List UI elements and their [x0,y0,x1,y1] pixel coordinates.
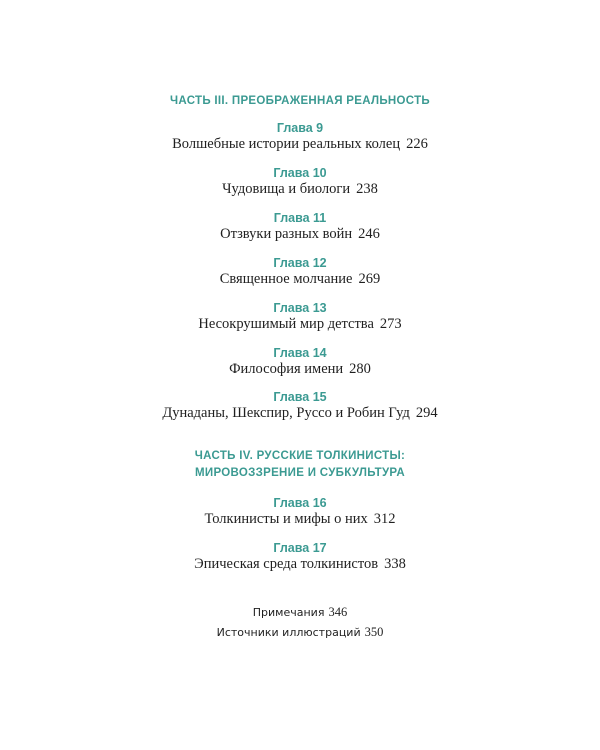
illustration-sources-page: 350 [364,625,384,639]
illustration-sources-entry[interactable] [0,625,600,640]
chapter-10-title: Чудовища и биологи [222,181,351,197]
chapter-16-title: Толкинисты и мифы о них [204,511,368,527]
chapter-11-entry[interactable] [0,226,600,243]
chapter-17-entry[interactable] [0,556,600,573]
chapter-17-page: 338 [384,556,406,572]
chapter-15-entry[interactable] [0,405,600,422]
part-4-title-line-1: ЧАСТЬ IV. РУССКИЕ ТОЛКИНИСТЫ: [194,450,406,462]
notes-label: Примечания [252,606,325,619]
chapter-14-page: 280 [349,361,371,377]
chapter-17-label: Глава 17 [273,541,327,555]
chapter-15-title: Дунаданы, Шекспир, Руссо и Робин Гуд [162,405,410,421]
chapter-17-title: Эпическая среда толкинистов [194,556,379,572]
chapter-13-entry[interactable] [0,316,600,333]
chapter-12-title: Священное молчание [219,271,353,287]
chapter-14-title: Философия имени [229,361,344,377]
chapter-10-page: 238 [356,181,378,197]
chapter-16-entry[interactable] [0,511,600,528]
chapter-9-page: 226 [406,136,428,152]
chapter-10-label: Глава 10 [273,166,327,180]
chapter-11-label: Глава 11 [273,211,327,225]
chapter-9-title: Волшебные истории реальных колец [172,136,401,152]
chapter-11-title: Отзвуки разных войн [220,226,353,242]
chapter-12-page: 269 [358,271,381,287]
chapter-14-label: Глава 14 [273,346,327,360]
chapter-12-label: Глава 12 [273,256,327,270]
chapter-16-label: Глава 16 [273,496,327,510]
illustration-sources-label: Источники иллюстраций [216,626,361,639]
chapter-13-label: Глава 13 [273,301,327,315]
chapter-9-entry[interactable] [0,136,600,153]
chapter-9-label: Глава 9 [276,121,324,135]
chapter-15-label: Глава 15 [273,390,327,404]
chapter-16-page: 312 [373,511,396,527]
part-3-title: ЧАСТЬ III. ПРЕОБРАЖЕННАЯ РЕАЛЬНОСТЬ [170,95,430,107]
chapter-12-entry[interactable] [0,271,600,288]
notes-entry[interactable] [0,605,600,620]
chapter-15-page: 294 [415,405,438,421]
chapter-11-page: 246 [358,226,380,242]
notes-page: 346 [328,605,348,619]
part-4-title-line-2: МИРОВОЗЗРЕНИЕ И СУБКУЛЬТУРА [195,467,405,479]
chapter-13-title: Несокрушимый мир детства [198,316,374,332]
chapter-13-page: 273 [379,316,402,332]
chapter-10-entry[interactable] [0,181,600,198]
chapter-14-entry[interactable] [0,361,600,378]
